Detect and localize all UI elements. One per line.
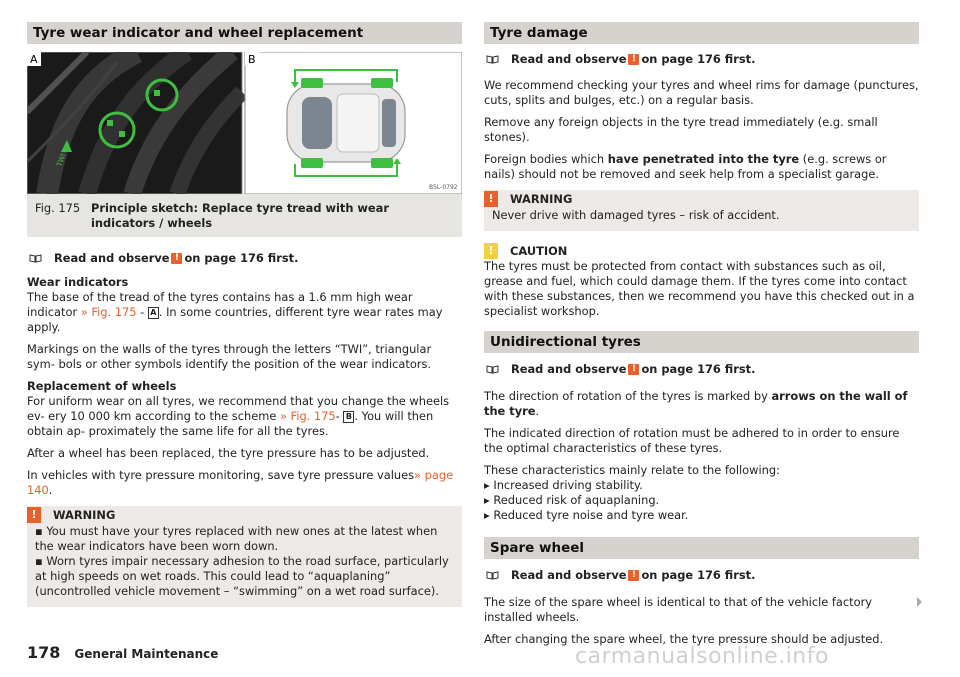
warning-header [484,190,919,208]
read-observe-note: Read and observe ! on page 176 first. [484,568,919,583]
book-icon [29,254,42,263]
list-item: ▸ Reduced risk of aquaplaning. [484,493,660,507]
fig-letter-b: B [343,411,354,423]
unidir-paragraph-2: The indicated direction of rotation must be adhered to in order to ensure the optimal characteristics of these tyres. [484,426,900,455]
warning-icon: ! [628,364,639,375]
spare-paragraph-1: The size of the spare wheel is identical to that of the vehicle factory installed wheels. [484,595,872,624]
caution-text: The tyres must be protected from contact with substances such as oil, grease and fuel, which could damage them. If the tyres come into contact with these substances, then we recommend you have this checked out in a specialist workshop. [484,259,915,318]
warning-box [484,190,919,231]
caution-icon: ! [484,243,498,259]
figure-label-b: B [248,53,256,66]
page-140-link[interactable]: » page 140 [27,468,454,497]
read-observe-page: on page 176 first. [184,251,299,265]
section-title: Tyre wear indicator and wheel replacement [27,22,462,44]
caution-header [484,243,919,259]
spare-paragraph-2: After changing the spare wheel, the tyre pressure should be adjusted. [484,632,884,646]
read-observe-text: Read and observe [54,251,170,265]
fig-letter-a: A [148,307,159,319]
warning-icon: ! [27,507,41,523]
watermark: carmanualsonline.info [575,644,829,669]
unidir-paragraph-1: The direction of rotation of the tyres is marked by arrows on the wall of the tyre. [484,389,908,418]
warning-item: ▪ You must have your tyres replaced with new ones at the latest when the wear indicators have been worn down. [35,524,438,553]
damage-paragraph-3: Foreign bodies which have penetrated into the tyre (e.g. screws or nails) should not be removed and seek help from a specialist garage. [484,152,887,181]
left-column [27,22,462,607]
figure-caption [27,194,462,237]
warning-text: Never drive with damaged tyres – risk of accident. [492,208,780,222]
book-icon [486,55,499,64]
figure-number: Fig. 175 [35,201,81,215]
caution-label: CAUTION [510,244,568,258]
figure-title: Principle sketch: Replace tyre tread with wear indicators / wheels [91,201,389,230]
continue-arrow-icon [917,597,922,607]
read-observe-note: Read and observe ! on page 176 first. [484,52,919,67]
fig-175-link-b[interactable]: » Fig. 175 [279,409,336,423]
book-icon [486,365,499,374]
figure-175 [27,52,462,194]
replacement-heading: Replacement of wheels [27,379,177,393]
read-observe-note: Read and observe ! on page 176 first. [484,362,919,377]
warning-item: ▪ Worn tyres impair necessary adhesion to the road surface, particularly at high speeds on wet roads. This could lead to “aquaplaning” (uncontrolled vehicle movement – “swimming” on a wet road surface). [35,554,449,598]
warning-icon: ! [628,570,639,581]
damage-paragraph-1: We recommend checking your tyres and wheel rims for damage (punctures, cuts, splits and bulges, etc.) on a regular basis. [484,78,919,107]
replacement-paragraph: For uniform wear on all tyres, we recommend that you change the wheels ev- ery 10 000 km according to the scheme » Fig. 175- B . You will then obtain ap- proximately the same life for all the tyres. [27,394,450,438]
warning-box [27,506,462,607]
warning-icon: ! [628,54,639,65]
tyre-damage-title: Tyre damage [484,22,919,44]
twi-text: TWI [55,152,68,168]
damage-paragraph-2: Remove any foreign objects in the tyre tread immediately (e.g. small stones). [484,115,878,144]
figure-code: B5L-0792 [429,184,458,191]
warning-header [27,506,462,524]
page-footer [27,643,218,662]
wear-indicators-heading: Wear indicators [27,275,129,289]
fig-175-link[interactable]: » Fig. 175 [80,305,137,319]
warning-label: WARNING [53,508,116,522]
pressure-monitoring-paragraph: In vehicles with tyre pressure monitoring, save tyre pressure values» page 140. [27,468,454,497]
warning-icon: ! [171,253,182,264]
figure-label-a: A [30,53,38,66]
chapter-title: General Maintenance [74,647,219,661]
pressure-adjust-paragraph: After a wheel has been replaced, the tyre pressure has to be adjusted. [27,446,430,460]
markings-paragraph: Markings on the walls of the tyres through the letters “TWI”, triangular sym- bols or other symbols identify the position of the wear indicators. [27,342,432,371]
list-item: ▸ Increased driving stability. [484,478,643,492]
right-column [484,22,919,647]
spare-wheel-title: Spare wheel [484,537,919,559]
list-item: ▸ Reduced tyre noise and tyre wear. [484,508,689,522]
warning-label: WARNING [510,192,573,206]
read-observe-note [27,251,462,266]
warning-icon: ! [484,191,498,207]
figure-illustration [27,52,462,194]
page-number: 178 [27,643,61,662]
unidir-paragraph-3: These characteristics mainly relate to the following: [484,463,780,477]
book-icon [486,571,499,580]
unidirectional-title: Unidirectional tyres [484,331,919,353]
wear-indicators-paragraph: The base of the tread of the tyres contains has a 1.6 mm high wear indicator » Fig. 175 - A . In some countries, different tyre wear rates may apply. [27,290,443,334]
